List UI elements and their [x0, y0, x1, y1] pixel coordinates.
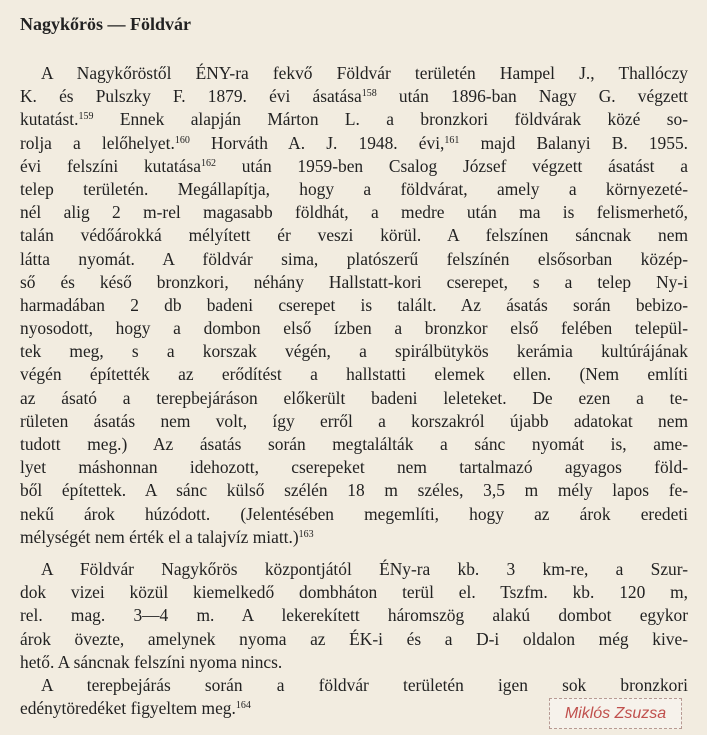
text-line — [20, 294, 688, 317]
text-line — [20, 155, 688, 178]
paragraph-gap — [20, 549, 688, 558]
line-text: lyet máshonnan idehozott, cserepeket nem tartalmazó agyagos föld- — [20, 457, 688, 478]
text-line — [20, 248, 688, 271]
line-text: látta nyomát. A földvár sima, platószerű felszínén elsősorban közép- — [20, 248, 688, 269]
text-line — [20, 604, 688, 627]
text-line — [20, 85, 688, 108]
line-text: edénytöredéket figyeltem meg. — [20, 698, 236, 719]
text-line — [20, 201, 688, 224]
text-line — [20, 479, 688, 502]
text-line — [20, 271, 688, 294]
text-line — [20, 526, 688, 549]
text-line — [20, 132, 688, 155]
text-line — [20, 178, 688, 201]
line-text: A Földvár Nagykőrös központjától ÉNy-ra kb. 3 km-re, a Szur- — [41, 558, 688, 579]
footnote-marker: 164 — [235, 700, 251, 712]
footnote-marker: 163 — [298, 528, 314, 540]
line-text: rel. mag. 3—4 m. A lekerekített háromszög alakú dombot egykor — [20, 605, 688, 626]
paragraph-2 — [20, 558, 688, 674]
line-text: mélységét nem érték el a talajvíz miatt.) — [20, 526, 299, 547]
text-line — [20, 108, 688, 131]
line-text: majd Balanyi B. 1955. — [459, 132, 688, 153]
paragraph-1 — [20, 62, 688, 549]
line-text: A Nagykőröstől ÉNY-ra fekvő Földvár területén Hampel J., Thallóczy — [41, 63, 688, 83]
text-line — [20, 363, 688, 386]
line-text: A terepbejárás során a földvár területén igen sok bronzkori — [41, 674, 688, 695]
text-line — [20, 387, 688, 410]
text-line — [20, 651, 688, 674]
text-line — [20, 503, 688, 526]
text-line — [20, 581, 688, 604]
line-text: végén építették az erődítést a hallstatti elemek ellen. (Nem említi — [20, 364, 688, 385]
text-line — [20, 674, 688, 697]
footnote-marker: 158 — [361, 88, 377, 100]
text-line — [20, 224, 688, 247]
line-text: rületen ásatás nem volt, így erről a korszakról újabb adatokat nem — [20, 410, 688, 431]
text-line — [20, 340, 688, 363]
line-text: árok övezte, amelynek nyoma az ÉK-i és a D-i oldalon még kive- — [20, 628, 688, 649]
line-text: után 1959-ben Csalog József végzett ásatást a — [215, 155, 689, 176]
line-text: tek meg, s a korszak végén, a spirálbütykös kerámia kultúrájának — [20, 341, 688, 362]
line-text: Horváth A. J. 1948. évi, — [189, 132, 445, 153]
line-text: az ásató a terepbejáráson előkerült badeni leleteket. De ezen a te- — [20, 387, 688, 408]
line-text: telep területén. Megállapítja, hogy a földvárat, amely a környezeté- — [20, 178, 688, 199]
document-body — [20, 62, 688, 720]
line-text: K. és Pulszky F. 1879. évi ásatása — [20, 86, 362, 107]
text-line — [20, 317, 688, 340]
line-text: ből építettek. A sánc külső szélén 18 m széles, 3,5 m mély lapos fe- — [20, 480, 688, 501]
text-line — [20, 410, 688, 433]
line-text: nyosodott, hogy a dombon első ízben a bronzkor első felében települ- — [20, 318, 688, 339]
line-text: rolja a lelőhelyet. — [20, 132, 175, 153]
page-title: Nagykőrös — Földvár — [20, 14, 191, 34]
line-text: ső és késő bronzkori, néhány Hallstatt-kori cserepet, s a telep Ny-i — [20, 271, 688, 292]
line-text: dok vizei közül kiemelkedő dombháton terül el. Tszfm. kb. 120 m, — [20, 582, 688, 603]
text-line — [20, 628, 688, 651]
line-text: nekű árok húzódott. (Jelentésében megemlíti, hogy az árok eredeti — [20, 503, 688, 524]
text-line — [20, 456, 688, 479]
line-text: talán védőárokká mélyített ér veszi körül. A felszínen sáncnak nem — [20, 225, 688, 246]
line-text: kutatást. — [20, 109, 79, 130]
line-text: Ennek alapján Márton L. a bronzkori földvárak közé so- — [93, 109, 688, 130]
line-text: után 1896-ban Nagy G. végzett — [376, 86, 688, 107]
line-text: tudott meg.) Az ásatás során megtalálták a sánc nyomát is, ame- — [20, 434, 688, 454]
text-line — [20, 558, 688, 581]
text-line — [20, 433, 688, 456]
footnote-marker: 161 — [444, 134, 460, 146]
line-text: hető. A sáncnak felszíni nyoma nincs. — [20, 651, 283, 672]
text-line — [20, 62, 688, 85]
line-text: harmadában 2 db badeni cserepet is talált. Az ásatás során bebizo- — [20, 294, 688, 315]
author-watermark: Miklós Zsuzsa — [549, 698, 682, 729]
footnote-marker: 162 — [200, 157, 216, 169]
footnote-marker: 159 — [78, 111, 94, 123]
line-text: nél alig 2 m-rel magasabb földhát, a medre után ma is felismerhető, — [20, 202, 688, 223]
footnote-marker: 160 — [174, 134, 190, 146]
line-text: évi felszíni kutatása — [20, 155, 201, 176]
